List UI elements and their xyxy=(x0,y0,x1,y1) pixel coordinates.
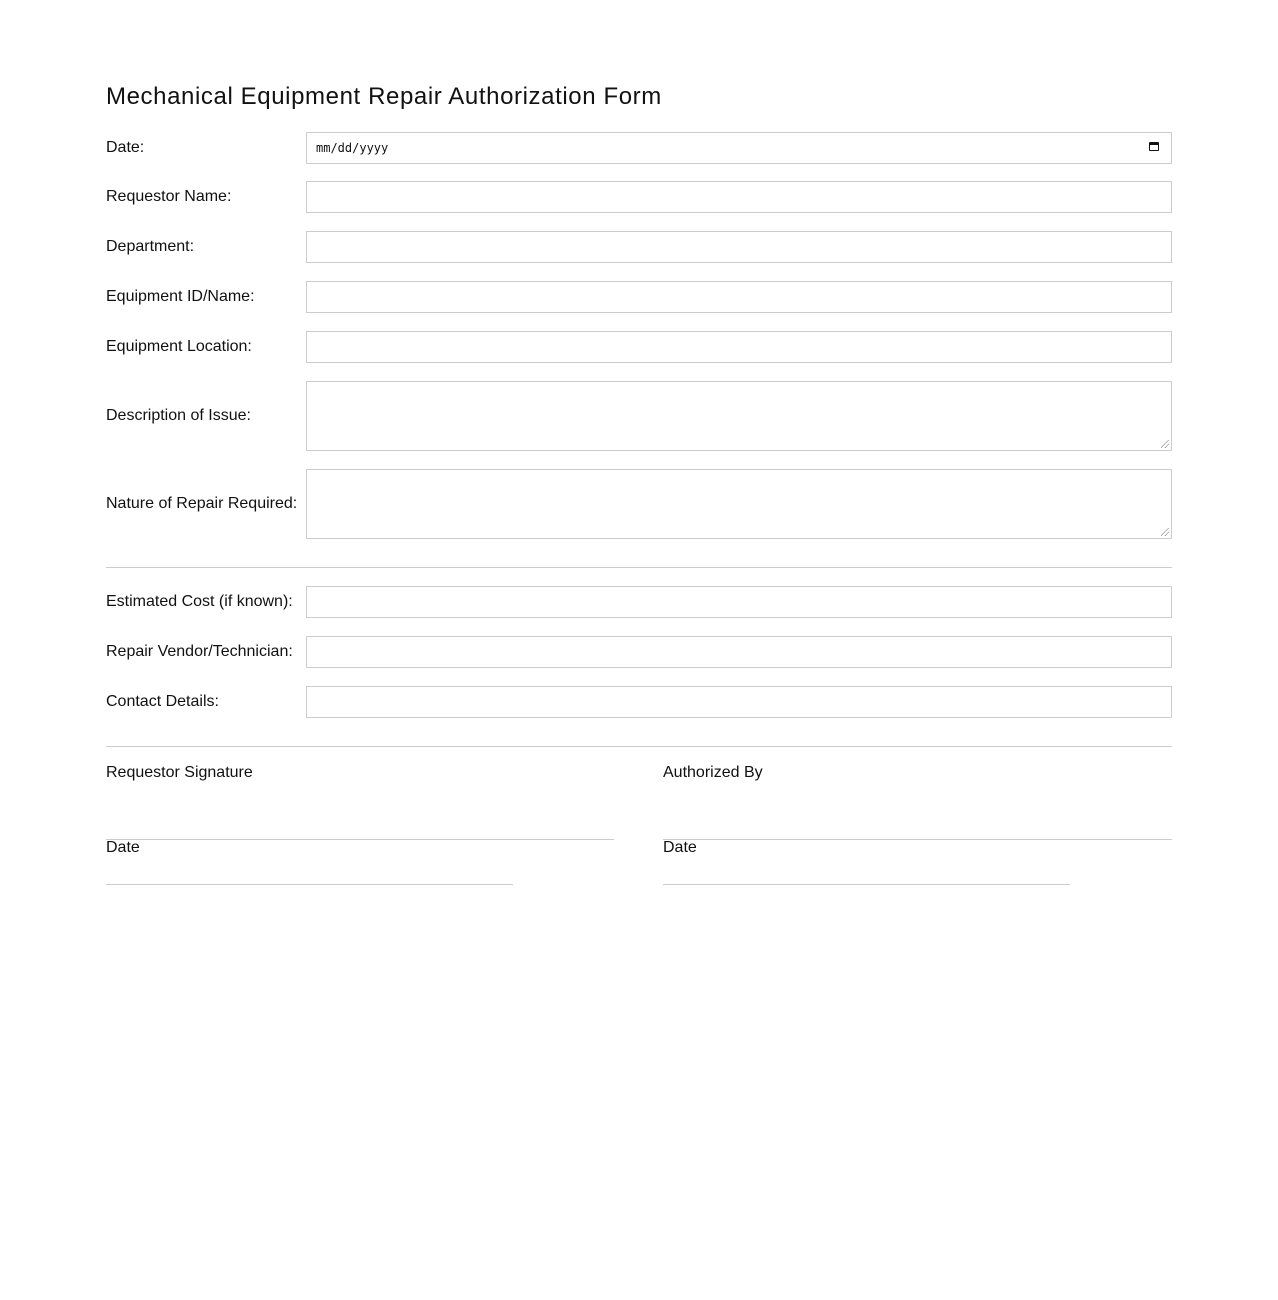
estimated-cost-label: Estimated Cost (if known): xyxy=(106,593,293,610)
equipment-id-label: Equipment ID/Name: xyxy=(106,288,255,305)
equipment-location-row xyxy=(106,331,1172,363)
requestor-signature-line xyxy=(106,839,614,840)
authorized-signature-line xyxy=(663,839,1172,840)
divider xyxy=(106,746,1172,747)
description-label: Description of Issue: xyxy=(106,407,251,424)
date-row xyxy=(106,132,1172,164)
description-row xyxy=(106,381,1172,451)
resize-handle-icon[interactable] xyxy=(1161,440,1169,448)
estimated-cost-row xyxy=(106,586,1172,618)
vendor-row xyxy=(106,636,1172,668)
contact-row xyxy=(106,686,1172,718)
nature-of-repair-label: Nature of Repair Required: xyxy=(106,495,298,512)
equipment-id-row xyxy=(106,281,1172,313)
department-input[interactable] xyxy=(306,231,1172,263)
page-title: Mechanical Equipment Repair Authorization Form xyxy=(106,83,662,110)
equipment-location-input[interactable] xyxy=(306,331,1172,363)
authorized-date-line xyxy=(663,884,1070,885)
contact-label: Contact Details: xyxy=(106,693,219,710)
requestor-date-label: Date xyxy=(106,839,140,856)
requestor-date-line xyxy=(106,884,513,885)
nature-of-repair-row xyxy=(106,469,1172,539)
equipment-id-input[interactable] xyxy=(306,281,1172,313)
nature-of-repair-textarea[interactable] xyxy=(306,469,1172,539)
requestor-name-input[interactable] xyxy=(306,181,1172,213)
authorized-date-label: Date xyxy=(663,839,697,856)
vendor-input[interactable] xyxy=(306,636,1172,668)
vendor-label: Repair Vendor/Technician: xyxy=(106,643,293,660)
divider xyxy=(106,567,1172,568)
requestor-name-label: Requestor Name: xyxy=(106,188,232,205)
estimated-cost-input[interactable] xyxy=(306,586,1172,618)
resize-handle-icon[interactable] xyxy=(1161,528,1169,536)
date-label: Date: xyxy=(106,139,145,156)
department-label: Department: xyxy=(106,238,195,255)
date-placeholder: mm/dd/yyyy xyxy=(316,141,389,155)
description-textarea[interactable] xyxy=(306,381,1172,451)
requestor-name-row xyxy=(106,181,1172,213)
calendar-icon[interactable] xyxy=(1149,142,1159,151)
equipment-location-label: Equipment Location: xyxy=(106,338,252,355)
date-input[interactable] xyxy=(306,132,1172,164)
contact-input[interactable] xyxy=(306,686,1172,718)
requestor-signature-label: Requestor Signature xyxy=(106,764,253,781)
authorized-by-label: Authorized By xyxy=(663,764,763,781)
department-row xyxy=(106,231,1172,263)
